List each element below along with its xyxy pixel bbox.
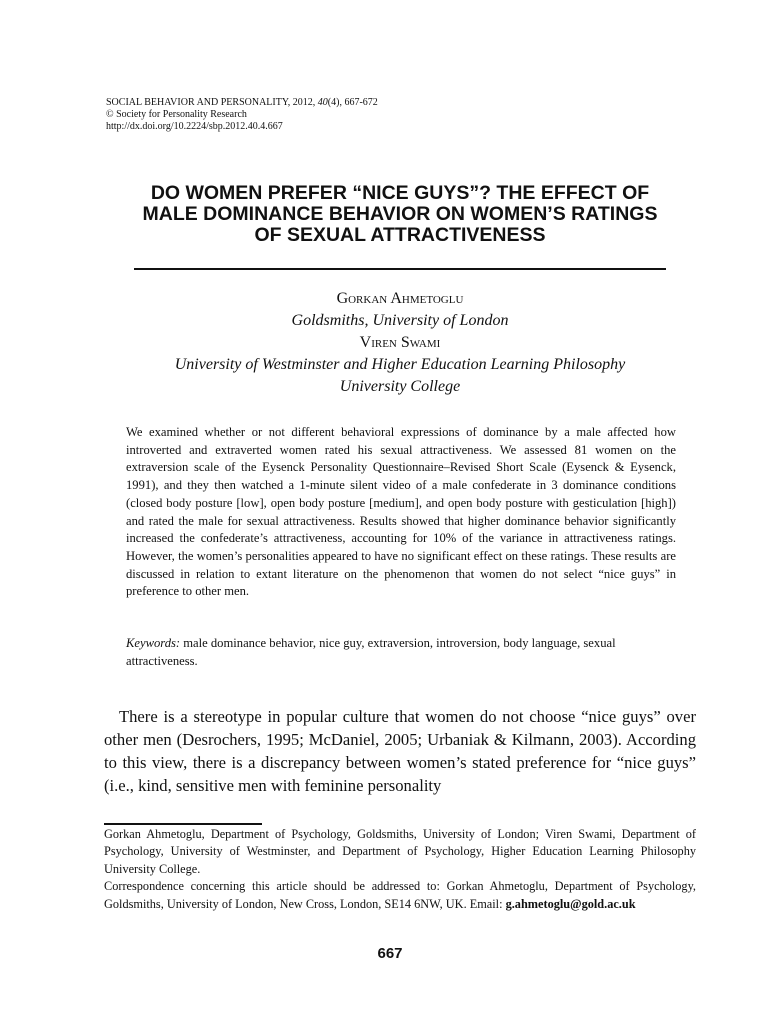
keywords-label: Keywords: [126, 636, 181, 650]
author-affiliation-2-line-2: University College [339, 378, 461, 395]
keywords [126, 635, 676, 670]
title-line-3: OF SEXUAL ATTRACTIVENESS [254, 224, 546, 246]
abstract: We examined whether or not different behavioral expressions of dominance by a male affected how introverted and extraverted women rated his sexual attractiveness. We assessed 81 women on the extraversion scale of the Eysenck Personality Questionnaire–Revised Short Scale (Eysenck & Eysenck, 1991), and they then watched a 1-minute silent video of a male confederate in 3 dominance conditions (closed body posture [low], open body posture [medium], and open body posture with gesticulation [high]) and rated the male for sexual attractiveness. Results showed that higher dominance behavior significantly increased the confederate’s attractiveness, accounting for 10% of the variance in attractiveness ratings. However, the women’s personalities appeared to have no significant effect on these ratings. These results are discussed in relation to extant literature on the phenomenon that women do not select “nice guys” in preference to other men. [126, 425, 676, 599]
author-affiliation-2-line-1: University of Westminster and Higher Education Learning Philosophy [174, 356, 626, 373]
journal-volume: 40 [317, 97, 328, 108]
footnote-affiliations: Gorkan Ahmetoglu, Department of Psychology, Goldsmiths, University of London; Viren Swami, Department of Psychology, University of Westminster, and Department of Psychology, Higher Education Learning Philosophy University College. [104, 827, 696, 876]
author-block [100, 288, 700, 398]
footnote-correspondence [104, 878, 696, 913]
journal-prefix: SOCIAL BEHAVIOR AND PERSONALITY, 2012, [106, 97, 318, 108]
footnote-correspondence-text: Correspondence concerning this article should be addressed to: Gorkan Ahmetoglu, Department of Psychology, Goldsmiths, University of London, New Cross, London, SE14 6NW, UK. Email: [104, 879, 696, 911]
title-line-2: MALE DOMINANCE BEHAVIOR ON WOMEN’S RATINGS [142, 203, 658, 225]
article-title [120, 183, 680, 246]
title-line-1: DO WOMEN PREFER “NICE GUYS”? THE EFFECT OF [150, 182, 650, 204]
keywords-text: male dominance behavior, nice guy, extraversion, introversion, body language, sexual attractiveness. [126, 636, 616, 668]
copyright-line: © Society for Personality Research [106, 109, 247, 120]
author-affiliation-1: Goldsmiths, University of London [291, 312, 509, 329]
journal-header [106, 97, 666, 133]
footnote-divider [104, 823, 262, 825]
author-name-1: Gorkan Ahmetoglu [336, 290, 464, 307]
title-divider [134, 268, 666, 270]
author-name-2: Viren Swami [359, 334, 441, 351]
footnote [104, 826, 696, 913]
journal-issue-pages: (4), 667-672 [327, 97, 378, 108]
page-number: 667 [377, 945, 403, 962]
journal-citation [106, 97, 666, 109]
body-paragraph: There is a stereotype in popular culture that women do not choose “nice guys” over other men (Desrochers, 1995; McDaniel, 2005; Urbaniak & Kilmann, 2003). According to this view, there is a discrepancy between women’s stated preference for “nice guys” (i.e., kind, sensitive men with feminine personality [104, 707, 696, 795]
correspondence-email[interactable]: g.ahmetoglu@gold.ac.uk [505, 896, 636, 911]
doi-link[interactable]: http://dx.doi.org/10.2224/sbp.2012.40.4.667 [106, 121, 283, 132]
